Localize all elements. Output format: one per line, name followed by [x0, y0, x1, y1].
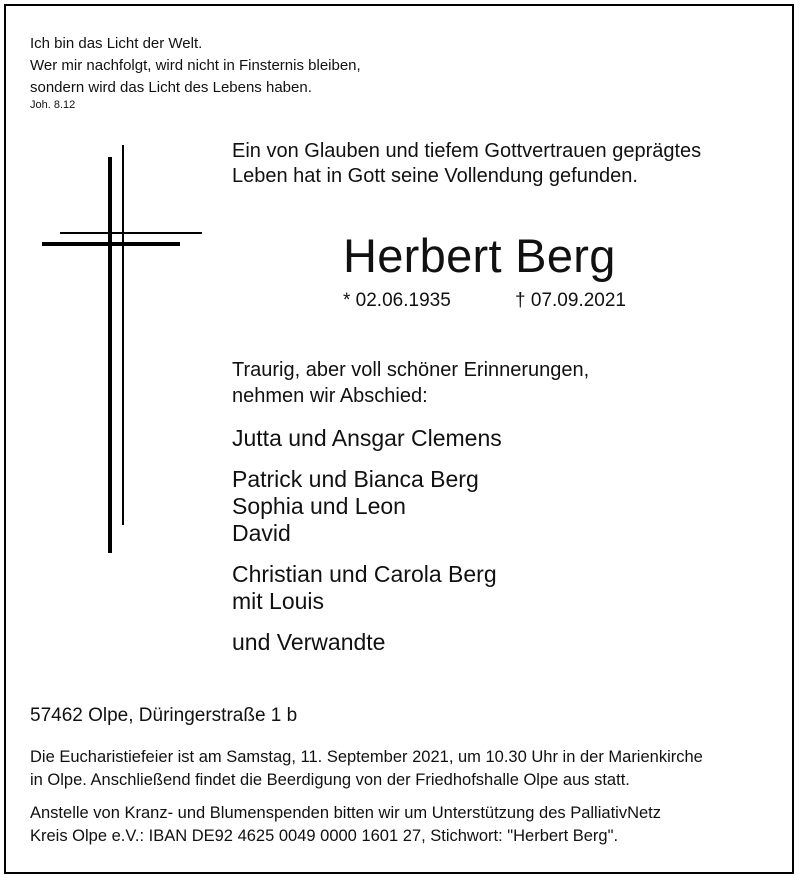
mourner-name: David	[232, 520, 291, 546]
service-info	[30, 746, 703, 792]
verse-line: Ich bin das Licht der Welt.	[30, 35, 203, 52]
mourner-group	[232, 629, 502, 656]
cross-icon	[40, 145, 210, 555]
intro-line: Leben hat in Gott seine Vollendung gefunden.	[232, 165, 638, 187]
donation-line: Anstelle von Kranz- und Blumenspenden bitten wir um Unterstützung des PalliativNetz	[30, 804, 661, 822]
mourner-group	[232, 466, 502, 547]
donation-line: Kreis Olpe e.V.: IBAN DE92 4625 0049 0000 1601 27, Stichwort: "Herbert Berg".	[30, 827, 619, 845]
mourner-name: und Verwandte	[232, 629, 386, 655]
mourner-name: Sophia und Leon	[232, 493, 406, 519]
verse-line: sondern wird das Licht des Lebens haben.	[30, 79, 312, 96]
farewell-line: Traurig, aber voll schöner Erinnerungen,	[232, 359, 590, 381]
family-address: 57462 Olpe, Düringerstraße 1 b	[30, 705, 298, 726]
death-date: † 07.09.2021	[515, 290, 626, 311]
mourner-group	[232, 425, 502, 452]
mourner-group	[232, 561, 502, 615]
birth-date: * 02.06.1935	[343, 290, 451, 311]
mourner-name: Christian und Carola Berg	[232, 561, 497, 587]
mourner-name: Patrick und Bianca Berg	[232, 466, 479, 492]
life-dates	[343, 290, 626, 312]
donation-info	[30, 802, 661, 848]
service-line: Die Eucharistiefeier ist am Samstag, 11. September 2021, um 10.30 Uhr in der Marienkirche	[30, 748, 703, 766]
service-line: in Olpe. Anschließend findet die Beerdigung von der Friedhofshalle Olpe aus statt.	[30, 771, 630, 789]
intro-line: Ein von Glauben und tiefem Gottvertrauen geprägtes	[232, 140, 702, 162]
intro-text	[232, 139, 701, 189]
mourner-name: Jutta und Ansgar Clemens	[232, 425, 502, 451]
verse-line: Wer mir nachfolgt, wird nicht in Finsternis bleiben,	[30, 57, 361, 74]
farewell-line: nehmen wir Abschied:	[232, 385, 428, 407]
mourner-name: mit Louis	[232, 588, 325, 614]
deceased-name: Herbert Berg	[343, 229, 616, 282]
mourners-list	[232, 425, 502, 670]
farewell-text	[232, 357, 589, 409]
verse-reference: Joh. 8.12	[30, 99, 76, 111]
bible-verse	[30, 33, 361, 99]
